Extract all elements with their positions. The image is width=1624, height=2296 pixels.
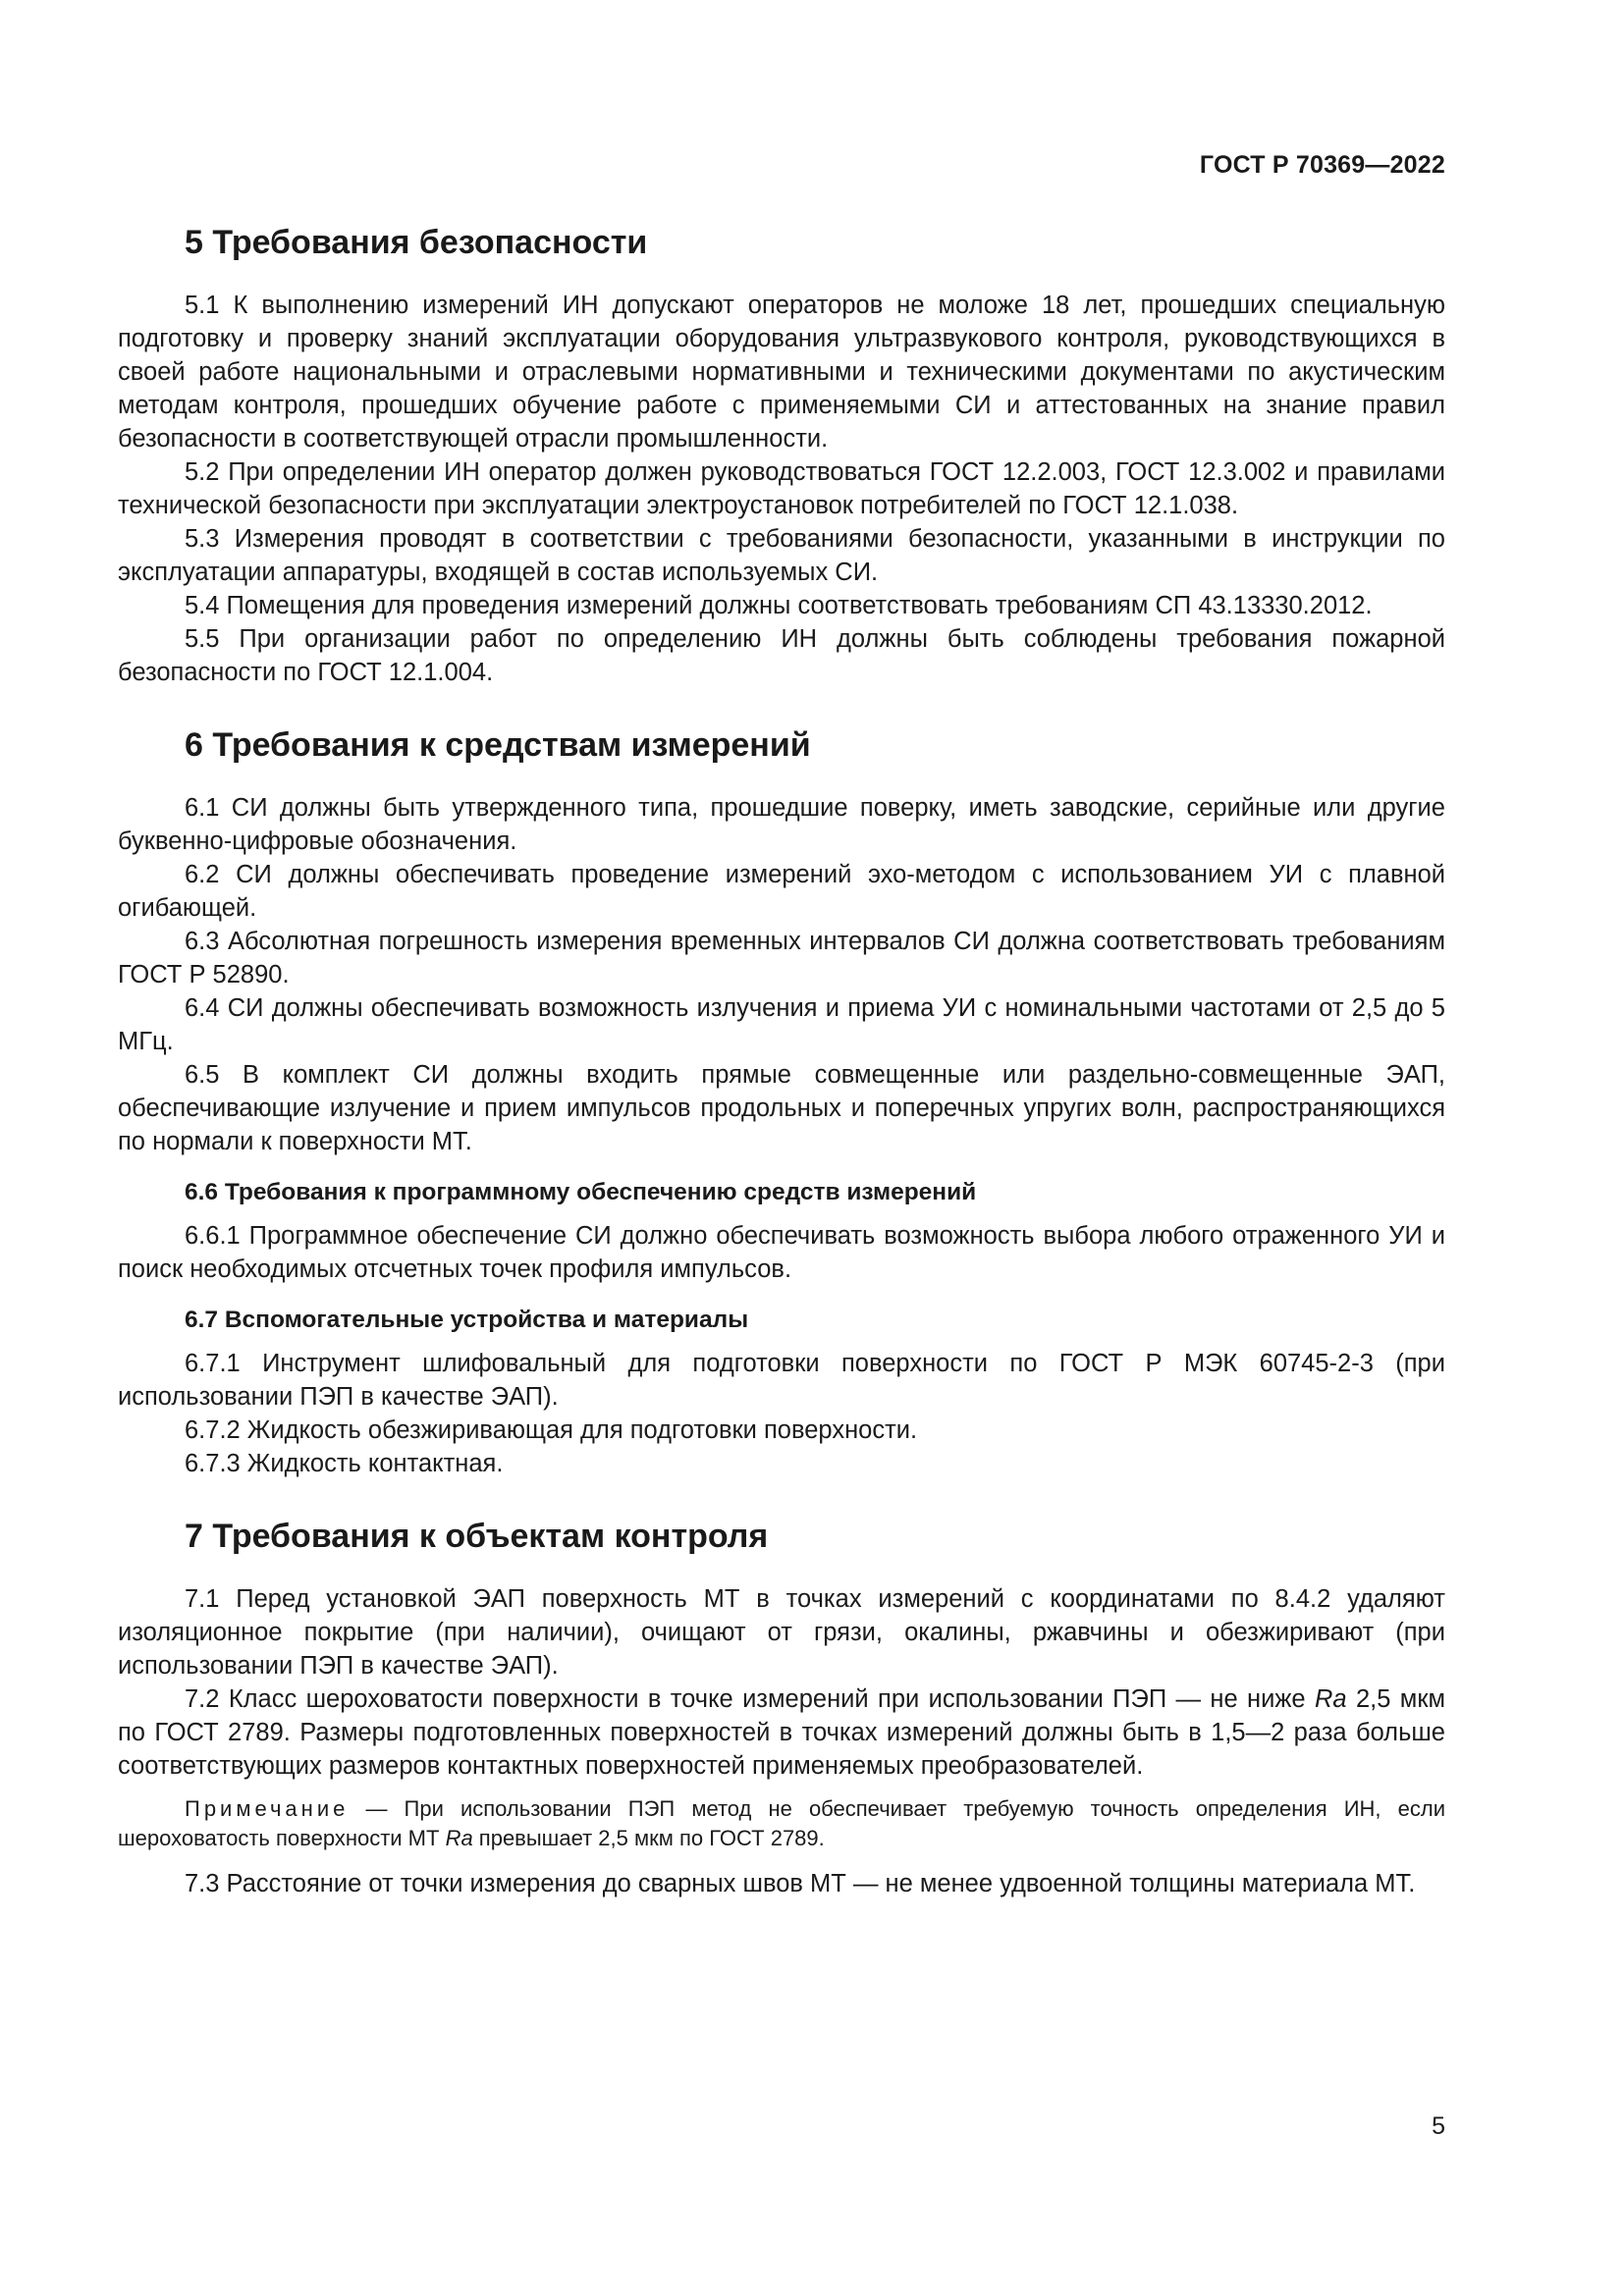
paragraph-6-7-2: 6.7.2 Жидкость обезжиривающая для подготовки поверхности. (185, 1416, 918, 1444)
note-text-a: — При использовании ПЭП метод не обеспечивает требуемую точность определения ИН, если шероховатость поверхности МТ (118, 1796, 1445, 1850)
subsection-6-7-title: 6.7 Вспомогательные устройства и материалы (185, 1307, 749, 1333)
note-label: Примечание (185, 1796, 350, 1821)
paragraph-6-7-3: 6.7.3 Жидкость контактная. (185, 1450, 504, 1477)
paragraph-7-1: 7.1 Перед установкой ЭАП поверхность МТ в точках измерений с координатами по 8.4.2 удаляют изоляционное покрытие (при наличии), очищают от грязи, окалины, ржавчины и обезжиривают (при использовании ПЭП в качестве ЭАП). (118, 1585, 1445, 1680)
section-7-title: 7 Требования к объектам контроля (185, 1518, 769, 1555)
section-6-title: 6 Требования к средствам измерений (185, 726, 811, 764)
page-number: 5 (1432, 2112, 1445, 2140)
paragraph-7-2-part-a: 7.2 Класс шероховатости поверхности в точке измерений при использовании ПЭП — не ниже (185, 1685, 1315, 1713)
paragraph-5-5: 5.5 При организации работ по определению ИН должны быть соблюдены требования пожарной безопасности по ГОСТ 12.1.004. (118, 625, 1445, 686)
paragraph-5-1: 5.1 К выполнению измерений ИН допускают операторов не моложе 18 лет, прошедших специальную подготовку и проверку знаний эксплуатации оборудования ультразвукового контроля, руководствующихся в своей работе национальными и отраслевыми нормативными и техническими документами по акустическим методам контроля, прошедших обучение работе с применяемыми СИ и аттестованных на знание правил безопасности в соответствующей отрасли промышленности. (118, 292, 1445, 453)
document-body (118, 222, 1445, 1900)
section-5-title: 5 Требования безопасности (185, 224, 648, 261)
ra-symbol: Ra (1314, 1685, 1347, 1713)
subsection-6-6-title: 6.6 Требования к программному обеспечению средств измерений (185, 1179, 977, 1205)
note-ra-symbol: Ra (445, 1826, 473, 1850)
paragraph-6-3: 6.3 Абсолютная погрешность измерения временных интервалов СИ должна соответствовать требованиям ГОСТ Р 52890. (118, 928, 1445, 988)
note-text-b: превышает 2,5 мкм по ГОСТ 2789. (472, 1826, 825, 1850)
paragraph-5-2: 5.2 При определении ИН оператор должен руководствоваться ГОСТ 12.2.003, ГОСТ 12.3.002 и правилами технической безопасности при эксплуатации электроустановок потребителей по ГОСТ 12.1.038. (118, 458, 1445, 519)
paragraph-7-2-part-b: 2,5 мкм по ГОСТ 2789. Размеры подготовленных поверхностей в точках измерений должны быть в 1,5—2 раза больше соответствующих размеров контактных поверхностей применяемых преобразователей. (118, 1685, 1446, 1780)
paragraph-5-3: 5.3 Измерения проводят в соответствии с требованиями безопасности, указанными в инструкции по эксплуатации аппаратуры, входящей в состав используемых СИ. (118, 525, 1445, 586)
paragraph-6-7-1: 6.7.1 Инструмент шлифовальный для подготовки поверхности по ГОСТ Р МЭК 60745-2-3 (при использовании ПЭП в качестве ЭАП). (118, 1350, 1445, 1411)
paragraph-6-6-1: 6.6.1 Программное обеспечение СИ должно обеспечивать возможность выбора любого отраженного УИ и поиск необходимых отсчетных точек профиля импульсов. (118, 1222, 1445, 1283)
note (118, 1794, 1445, 1853)
paragraph-7-2 (118, 1682, 1445, 1783)
paragraph-6-5: 6.5 В комплект СИ должны входить прямые совмещенные или раздельно-совмещенные ЭАП, обеспечивающие излучение и прием импульсов продольных и поперечных упругих волн, распространяющихся по нормали к поверхности МТ. (118, 1061, 1445, 1155)
paragraph-6-1: 6.1 СИ должны быть утвержденного типа, прошедшие поверку, иметь заводские, серийные или другие буквенно-цифровые обозначения. (118, 794, 1445, 855)
paragraph-6-2: 6.2 СИ должны обеспечивать проведение измерений эхо-методом с использованием УИ с плавной огибающей. (118, 861, 1445, 922)
document-page (118, 0, 1445, 2296)
paragraph-5-4: 5.4 Помещения для проведения измерений должны соответствовать требованиям СП 43.13330.2012. (185, 592, 1373, 619)
paragraph-6-4: 6.4 СИ должны обеспечивать возможность излучения и приема УИ с номинальными частотами от 2,5 до 5 МГц. (118, 994, 1445, 1055)
document-header: ГОСТ Р 70369—2022 (1199, 151, 1445, 179)
paragraph-7-3: 7.3 Расстояние от точки измерения до сварных швов МТ — не менее удвоенной толщины материала МТ. (185, 1870, 1416, 1897)
